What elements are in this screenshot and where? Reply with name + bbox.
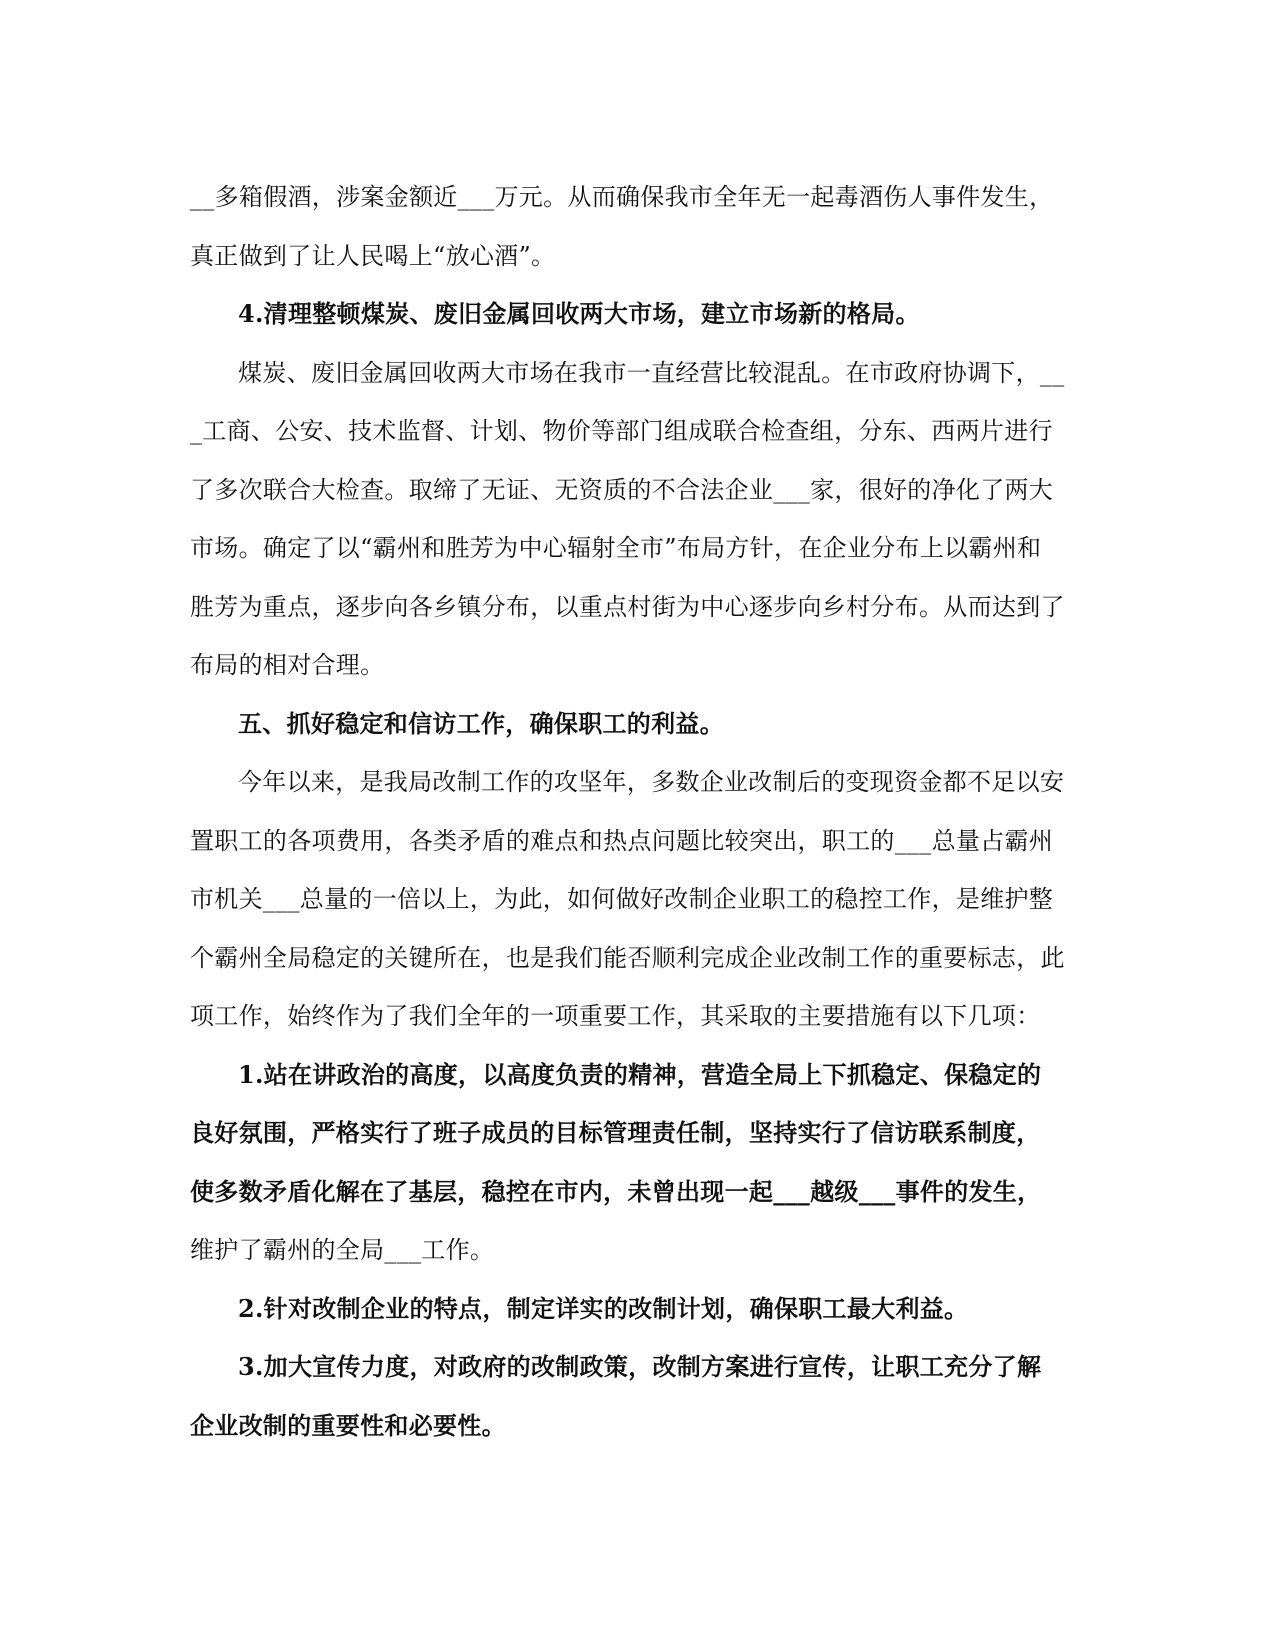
list-item-heading: 2.针对改制企业的特点，制定详实的改制计划，确保职工最大利益。 <box>238 1293 969 1323</box>
paragraph-line: 市机关___总量的一倍以上，为此，如何做好改制企业职工的稳控工作，是维护整 <box>190 885 1054 913</box>
paragraph-line: 维护了霸州的全局___工作。 <box>190 1236 495 1264</box>
paragraph-line: 置职工的各项费用，各类矛盾的难点和热点问题比较突出，职工的___总量占霸州 <box>190 826 1054 855</box>
body-text <box>190 168 1090 1455</box>
list-item-line: 良好氛围，严格实行了班子成员的目标管理责任制，坚持实行了信访联系制度， <box>190 1118 1041 1147</box>
paragraph-line: 了多次联合大检查。取缔了无证、无资质的不合法企业___家，很好的净化了两大 <box>190 475 1054 504</box>
paragraph-line: 真正做到了让人民喝上“放心酒”。 <box>190 241 556 270</box>
list-item-line: 使多数矛盾化解在了基层，稳控在市内，未曾出现一起___越级___事件的发生， <box>190 1176 1042 1206</box>
paragraph-line: 市场。确定了以“霸州和胜芳为中心辐射全市”布局方针，在企业分布上以霸州和 <box>190 534 1042 562</box>
paragraph-line: __多箱假酒，涉案金额近___万元。从而确保我市全年无一起毒酒伤人事件发生， <box>190 183 1054 211</box>
paragraph-line: 项工作，始终作为了我们全年的一项重要工作，其采取的主要措施有以下几项： <box>190 1002 1041 1030</box>
list-item-heading: 1.站在讲政治的高度，以高度负责的精神，营造全局上下抓稳定、保稳定的 <box>238 1059 1042 1089</box>
paragraph-line: 胜芳为重点，逐步向各乡镇分布，以重点村街为中心逐步向乡村分布。从而达到了 <box>190 592 1065 621</box>
paragraph-line: _工商、公安、技术监督、计划、物价等部门组成联合检查组，分东、西两片进行 <box>190 417 1053 445</box>
section-heading: 五、抓好稳定和信访工作，确保职工的利益。 <box>238 708 724 738</box>
list-item-line: 企业改制的重要性和必要性。 <box>190 1410 506 1440</box>
paragraph-line: 煤炭、废旧金属回收两大市场在我市一直经营比较混乱。在市政府协调下，__ <box>238 358 1065 387</box>
paragraph-line: 个霸州全局稳定的关键所在，也是我们能否顺利完成企业改制工作的重要标志，此 <box>190 943 1065 972</box>
section-heading: 4.清理整顿煤炭、废旧金属回收两大市场，建立市场新的格局。 <box>238 299 920 328</box>
paragraph-line: 布局的相对合理。 <box>190 651 385 679</box>
list-item-heading: 3.加大宣传力度，对政府的改制政策，改制方案进行宣传，让职工充分了解 <box>238 1352 1042 1381</box>
paragraph-line: 今年以来，是我局改制工作的攻坚年，多数企业改制后的变现资金都不足以安 <box>238 768 1065 796</box>
